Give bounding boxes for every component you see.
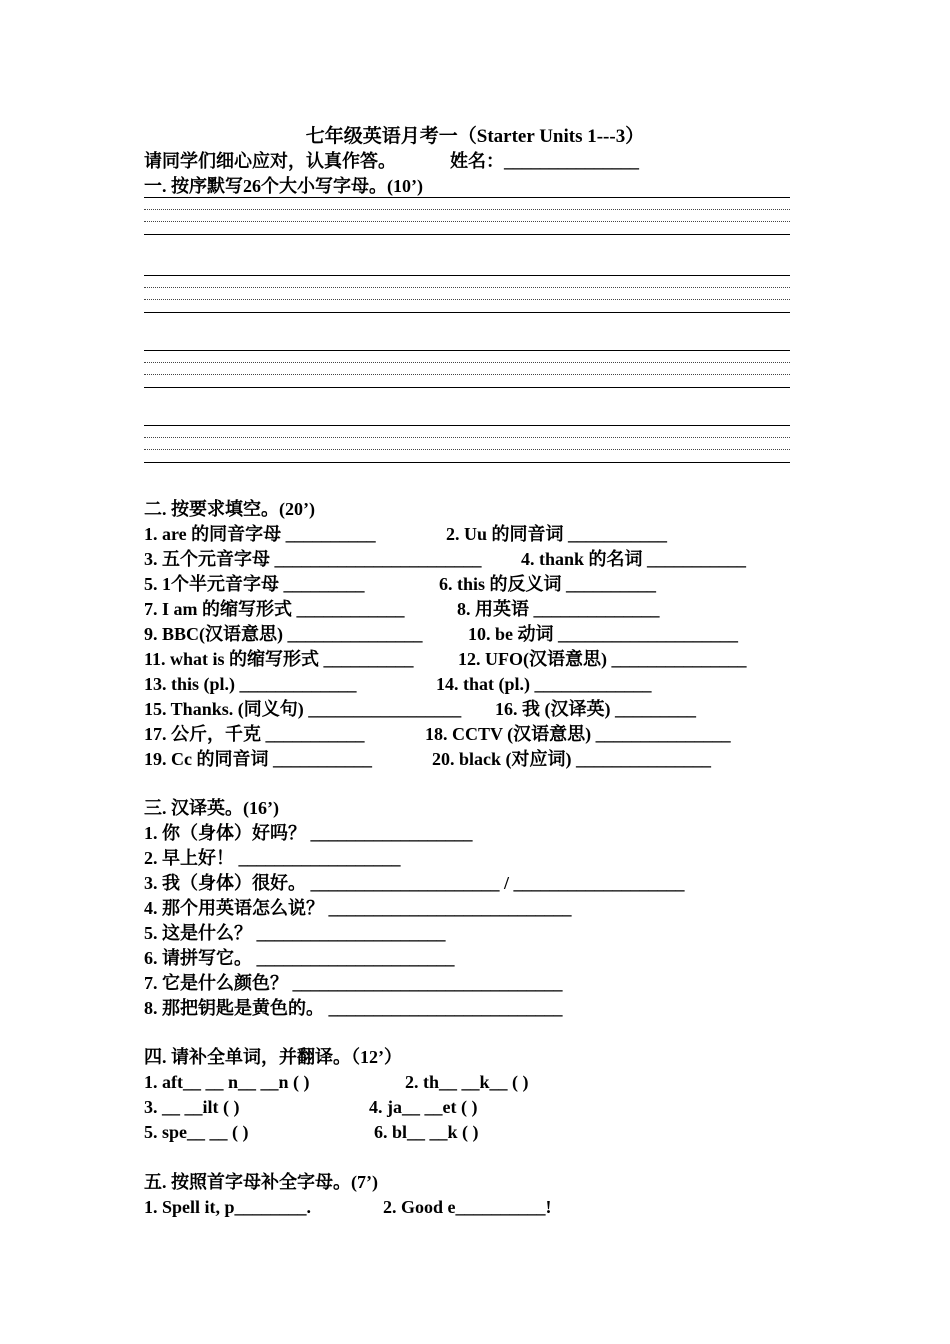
- s5-item: 2. Good e__________!: [383, 1197, 552, 1217]
- s2-item: 8. 用英语 ______________: [457, 599, 660, 619]
- s4-item: 5. spe__ __ ( ): [144, 1122, 249, 1142]
- section-3-heading: 三. 汉译英。(16’): [144, 798, 279, 818]
- s2-item: 2. Uu 的同音词 ___________: [446, 524, 668, 544]
- s3-item: 7. 它是什么颜色？ ______________________________: [144, 973, 563, 993]
- s4-item: 1. aft__ __ n__ __n ( ): [144, 1072, 310, 1092]
- s3-item: 8. 那把钥匙是黄色的。 __________________________: [144, 998, 563, 1018]
- s2-item: 18. CCTV (汉语意思) _______________: [425, 724, 731, 744]
- s3-item: 6. 请拼写它。 ______________________: [144, 948, 455, 968]
- s2-item: 11. what is 的缩写形式 __________: [144, 649, 414, 669]
- s2-item: 3. 五个元音字母 _______________________: [144, 549, 482, 569]
- s4-item: 6. bl__ __k ( ): [374, 1122, 479, 1142]
- s3-item: 2. 早上好！ __________________: [144, 848, 401, 868]
- section-1-heading: 一. 按序默写26个大小写字母。(10’): [144, 176, 423, 196]
- s2-item: 7. I am 的缩写形式 ____________: [144, 599, 405, 619]
- s2-item: 10. be 动词 ____________________: [468, 624, 738, 644]
- s2-item: 6. this 的反义词 __________: [439, 574, 657, 594]
- s4-item: 4. ja__ __et ( ): [369, 1097, 478, 1117]
- s5-item: 1. Spell it, p________.: [144, 1197, 312, 1217]
- s2-item: 5. 1个半元音字母 _________: [144, 574, 365, 594]
- s2-item: 14. that (pl.) _____________: [436, 674, 652, 694]
- s3-item: 1. 你（身体）好吗？ __________________: [144, 823, 473, 843]
- s2-item: 13. this (pl.) _____________: [144, 674, 357, 694]
- section-2-heading: 二. 按要求填空。(20’): [144, 499, 315, 519]
- instructions-text: 请同学们细心应对，认真作答。: [144, 151, 396, 171]
- s3-item: 4. 那个用英语怎么说？ ___________________________: [144, 898, 572, 918]
- s2-item: 17. 公斤，千克 ___________: [144, 724, 365, 744]
- s4-item: 3. __ __ilt ( ): [144, 1097, 240, 1117]
- s2-item: 12. UFO(汉语意思) _______________: [458, 649, 747, 669]
- s2-item: 16. 我 (汉译英) _________: [495, 699, 696, 719]
- s2-item: 20. black (对应词) _______________: [432, 749, 711, 769]
- section-5-heading: 五. 按照首字母补全字母。(7’): [144, 1172, 378, 1192]
- s2-item: 19. Cc 的同音词 ___________: [144, 749, 372, 769]
- s2-item: 4. thank 的名词 ___________: [521, 549, 747, 569]
- s2-item: 1. are 的同音字母 __________: [144, 524, 376, 544]
- s2-item: 9. BBC(汉语意思) _______________: [144, 624, 423, 644]
- name-field: 姓名：_______________: [450, 151, 639, 171]
- page-title: 七年级英语月考一（Starter Units 1---3）: [305, 126, 645, 147]
- s4-item: 2. th__ __k__ ( ): [405, 1072, 529, 1092]
- s3-item: 3. 我（身体）很好。 _____________________ / ___________________: [144, 873, 685, 893]
- s2-item: 15. Thanks. (同义句) _________________: [144, 699, 462, 719]
- s3-item: 5. 这是什么？ _____________________: [144, 923, 446, 943]
- section-4-heading: 四. 请补全单词，并翻译。（12’）: [144, 1047, 402, 1067]
